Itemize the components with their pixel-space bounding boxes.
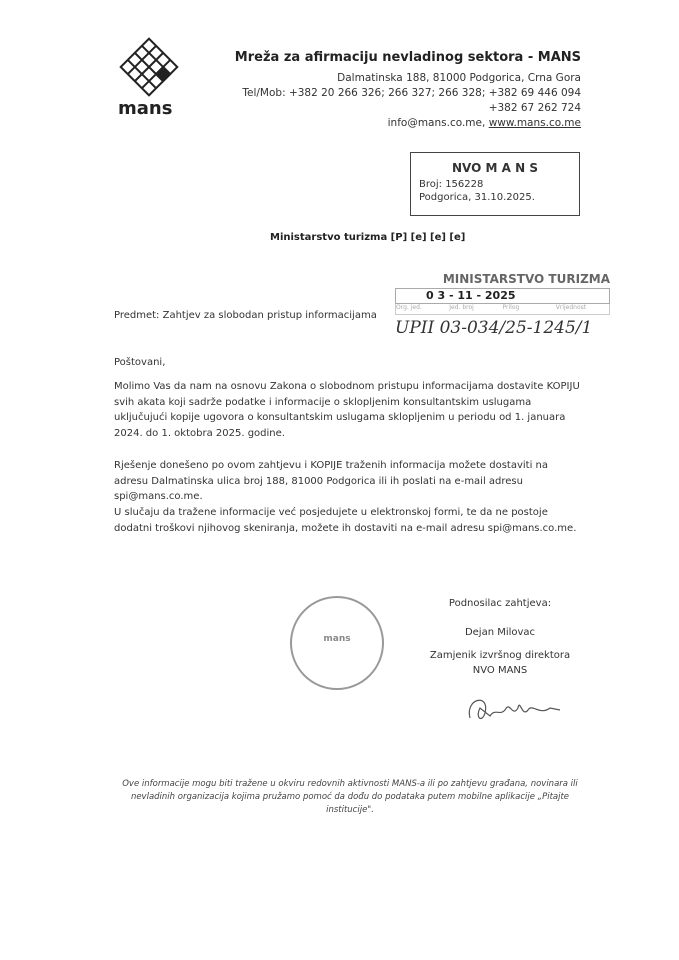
paragraph: U slučaju da tražene informacije već posjedujete u elektronskoj formi, te da ne postoje dodatni troškovi njihovog skeniranja, možete ih dostaviti na e-mail adresu spi@mans.co.me. — [114, 507, 577, 534]
address: Dalmatinska 188, 81000 Podgorica, Crna Gora — [337, 72, 581, 84]
phone2: +382 67 262 724 — [488, 102, 581, 114]
recipient: Ministarstvo turizma [P] [e] [e] [e] — [270, 232, 466, 243]
ref-title: NVO M A N S — [452, 161, 538, 175]
contact — [388, 115, 581, 131]
official-seal — [290, 596, 384, 690]
footer-note: Ove informacije mogu biti tražene u okviru redovnih aktivnosti MANS-a ili po zahtjevu građana, novinara ili nevladinih organizacija kojima pružamo pomoć da dođu do podataka putem mobilne aplikacije „Pitajte institucije". — [122, 779, 578, 815]
seal-text: mans — [323, 634, 351, 644]
signature-label: Podnosilac zahtjeva: — [448, 598, 552, 609]
signer-title: Zamjenik izvršnog direktora — [429, 650, 571, 661]
signature-block — [400, 596, 600, 678]
logo-text: mans — [118, 98, 173, 119]
handwritten-number: UPII 03-034/25-1245/1 — [395, 318, 593, 338]
mans-logo-icon — [118, 36, 180, 98]
subject: Predmet: Zahtjev za slobodan pristup informacijama — [114, 310, 377, 321]
website-link[interactable]: www.mans.co.me — [488, 117, 581, 129]
stamp-col: Vrijednost — [555, 304, 587, 311]
paragraph: Rješenje donešeno po ovom zahtjevu i KOPIJE traženih informacija možete dostaviti na adresu Dalmatinska ulica broj 188, 81000 Podgorica ili ih poslati na e-mail adresu spi@mans.co.me. — [114, 460, 549, 502]
ref-number: Broj: 156228 — [419, 179, 484, 190]
email: info@mans.co.me, — [387, 117, 486, 129]
org-name: Mreža za afirmaciju nevladinog sektora - MANS — [234, 50, 581, 65]
stamp-ministry: MINISTARSTVO TURIZMA — [442, 272, 610, 286]
signer-name: Dejan Milovac — [464, 627, 536, 638]
phone: Tel/Mob: +382 20 266 326; 266 327; 266 328; +382 69 446 094 — [242, 87, 581, 99]
stamp-date: 0 3 - 11 - 2025 — [395, 288, 610, 304]
stamp-col: Jed. broj — [449, 304, 474, 311]
paragraph: Molimo Vas da nam na osnovu Zakona o slobodnom pristupu informacijama dostavite KOPIJU svih akata koji sadrže podatke i informacije o sklopljenim konsultantskim uslugama uključujući kopije ugovora o konsultantskim uslugama sklopljenim u periodu od 1. januara 2024. do 1. oktobra 2025. godine. — [114, 381, 580, 439]
stamp-col: Org. jed. — [396, 304, 422, 311]
reference-box — [410, 152, 580, 216]
stamp-col: Prilog — [502, 304, 520, 311]
ref-date: Podgorica, 31.10.2025. — [419, 192, 535, 203]
handwritten-signature — [460, 688, 580, 728]
greeting: Poštovani, — [114, 357, 166, 368]
signer-org: NVO MANS — [472, 665, 528, 676]
